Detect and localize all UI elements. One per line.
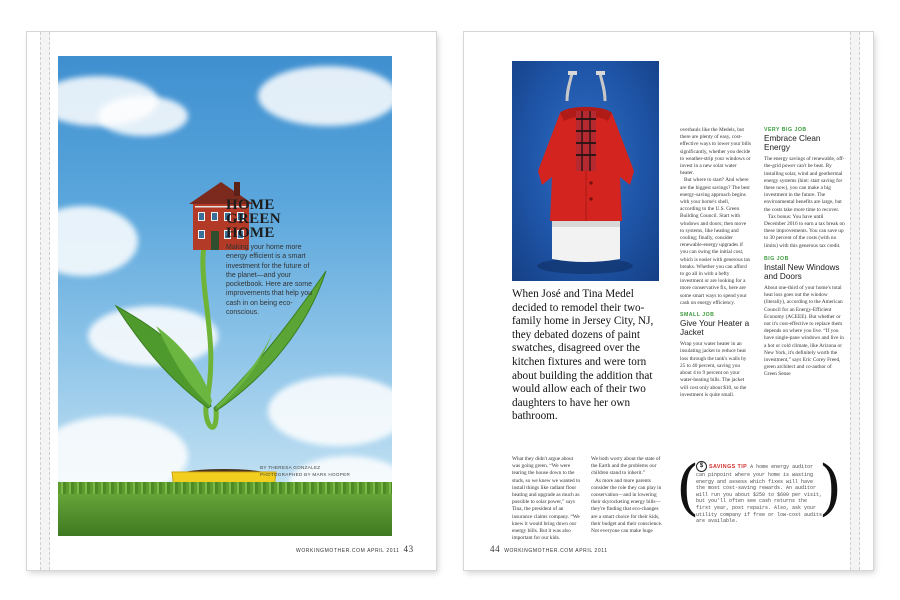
body-paragraph: We both worry about the state of the Earth and the problems our children stand to inherit.”: [591, 456, 661, 477]
small-job-text: Wrap your water heater in an insulating jacket to reduce heat loss through the tank's walls by 25 to 40 percent, saving you about 4 to 9 percent on your water-heating bills. The jacket will cost only about $10, so the investment is quite small.: [680, 341, 747, 398]
page-number: 43: [403, 544, 414, 554]
article-lede: When José and Tina Medel decided to remodel their two-family home in Jersey City, NJ, they debated dozens of paint swatches, disagreed over the kitchen fixtures and were torn about building the addition that would allow each of their two daughters to have her own bathroom.: [512, 288, 654, 423]
savings-tip-text: A home energy auditor can pinpoint where your home is wasting energy and assess which fixes will have the most cost-saving rewards. An auditor will run you about $250 to $600 per visit, but you'll often see cash returns the first year, post repairs. Also, ask your utility company if free or low-cost audits are available.: [696, 463, 823, 525]
small-job-label: SMALL JOB: [680, 312, 715, 319]
headline-line-2: GREEN: [226, 211, 281, 227]
big-job-text: About one-third of your home's total heat loss goes out the window (literally), according to the American Council for an Energy-Efficient Economy (ACEEE). But whether or not it's cost-effective to replace them depends on where you live. “If you have single-pane windows and live in a hot or cold climate, like Arizona or New York, it's definitely worth the investment,” says Eric Corey Freed, green architect and co-author of Green Sense: [764, 285, 844, 378]
right-folio: [490, 544, 608, 554]
body-column-2: [591, 456, 663, 535]
savings-tip-content: [696, 461, 824, 525]
big-job-title: Install New Windows and Doors: [764, 263, 840, 282]
body-column-3: [680, 127, 751, 399]
savings-tip-box: [676, 453, 842, 525]
right-page-edge-strip: [850, 32, 860, 570]
body-paragraph: Tax bonus: You have until December 2016 to earn a tax break on these improvements. You can save up to 30 percent of the costs (with no limits) with this generous tax credit.: [764, 213, 845, 249]
headline-line-1: HOME: [226, 197, 275, 213]
headline-line-3: HOME: [226, 225, 275, 241]
water-heater-in-coat-illustration: [512, 61, 659, 281]
big-job-label: BIG JOB: [764, 255, 789, 262]
right-brace-decoration: ): [818, 453, 842, 523]
folio-text: WORKINGMOTHER.COM APRIL 2011: [296, 548, 400, 554]
small-job-title: Give Your Heater a Jacket: [680, 319, 750, 338]
body-column-4: [764, 127, 845, 379]
photo-credits: [260, 464, 390, 478]
body-paragraph: As more and more parents consider the role they can play in conservation—and in lowering their skyrocketing energy bills—they're finding that eco-changes are a smart choice for their kids, their budget and their conscience. Not everyone can make huge: [591, 477, 663, 535]
left-brace-decoration: (: [676, 453, 700, 523]
folio-text: WORKINGMOTHER.COM APRIL 2011: [504, 548, 608, 554]
very-big-job-label: VERY BIG JOB: [764, 127, 807, 133]
article-headline: [226, 198, 326, 240]
savings-tip-label: SAVINGS TIP: [709, 463, 748, 470]
left-page-edge-strip: [40, 32, 50, 570]
body-column-1: [512, 456, 582, 542]
red-coat-water-heater-photo: [512, 61, 659, 281]
dollar-icon: $: [696, 461, 707, 472]
photographer-credit: PHOTOGRAPHED BY MARK HOOPER: [260, 472, 351, 477]
body-paragraph: What they didn't argue about was going green. “We were tearing the house down to the studs, so we knew we wanted to install things like radiant floor heating and upgrade as much as possible to solar power,” says Tina, the president of an insurance claims company. “We knew it would bring down our energy bills. But it was also important for our kids.: [512, 456, 581, 542]
very-big-job-title: Embrace Clean Energy: [764, 134, 821, 153]
body-paragraph: overhauls like the Medels, but there are plenty of easy, cost-effective ways to lower your bills significantly, whether you decide to weather-strip your windows or invest in a new solar water heater.: [680, 127, 751, 177]
article-intro: Making your home more energy efficient is a smart investment for the future of the planet—and your pocketbook. Here are some improvements that help you cash in on being eco-conscious.: [226, 244, 312, 317]
page-number: 44: [490, 544, 501, 554]
body-paragraph: The energy savings of renewable, off-the-grid power can't be beat. By installing solar, wind and geothermal energy systems (hint: start saving for these now), you can make a big investment in the future. The environmental benefits are large, but the costs take more time to recover.: [764, 156, 845, 213]
left-folio: [296, 544, 414, 554]
grass-lawn: [58, 490, 392, 536]
body-paragraph: But where to start? And where are the biggest savings? The best energy-saving approach begins with your home's shell, according to the U.S. Green Building Council. Start with windows and doors; then move to systems, like heating and cooling; finally, consider renewable-energy upgrades if you can swing the initial cost, which is easier with generous tax breaks. Whether you can afford to go all in with a hefty investment or are looking for a more conservative fix, here are some smart ways to spend your cash on energy efficiency.: [680, 177, 751, 306]
writer-credit: BY THERESA GONZALEZ: [260, 465, 321, 470]
